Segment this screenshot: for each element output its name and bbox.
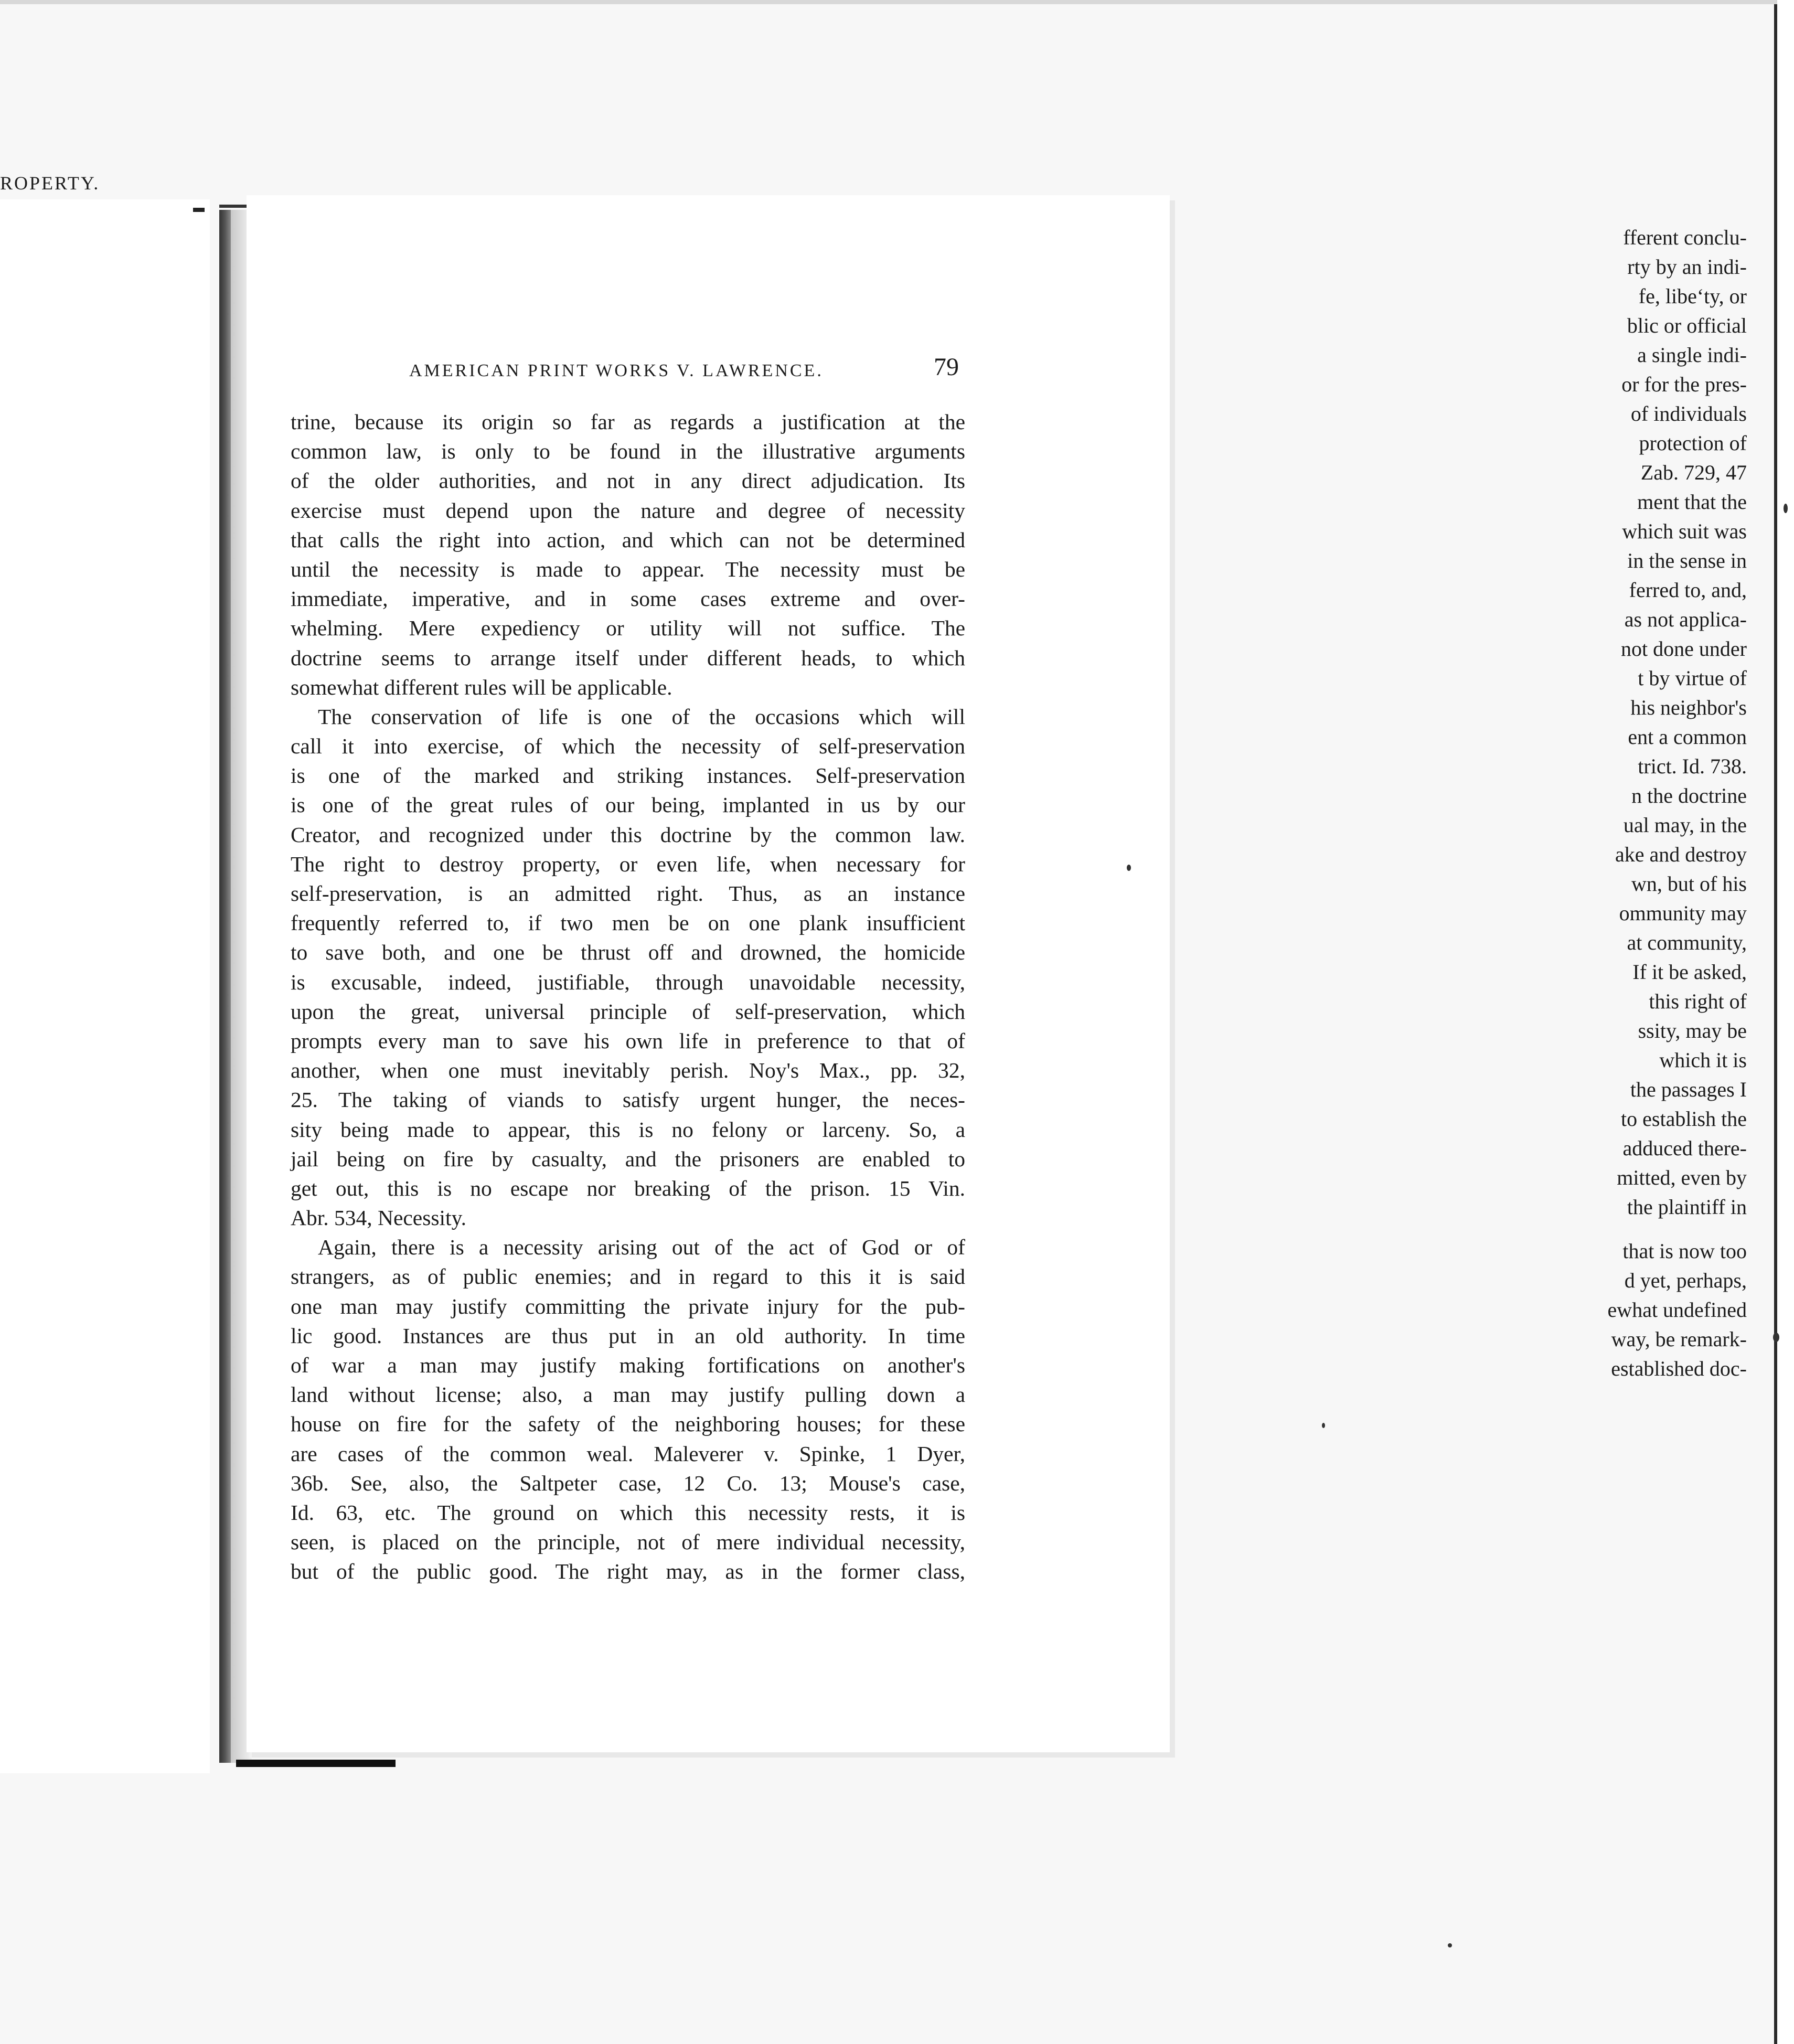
body-text-line: that calls the right into action, and which can not be determined [291, 527, 965, 552]
left-text-line: rty by an indi- [1627, 255, 1747, 279]
body-text-line: sity being made to appear, this is no felony or larceny. So, a [291, 1117, 965, 1142]
left-text-line: ssity, may be [1638, 1019, 1747, 1042]
left-page-running-head: ROPERTY. [0, 173, 100, 194]
page-number: 79 [934, 353, 959, 381]
left-page-text [1432, 223, 1747, 1383]
body-text-line: trine, because its origin so far as regards a justification at the [291, 410, 965, 434]
left-text-line: as not applica- [1624, 608, 1747, 631]
left-text-line: at community, [1627, 931, 1747, 954]
left-text-line: ual may, in the [1623, 813, 1747, 837]
left-text-line: this right of [1649, 989, 1747, 1013]
left-text-line: in the sense in [1627, 549, 1747, 572]
body-text-line: strangers, as of public enemies; and in regard to this it is said [291, 1264, 965, 1289]
body-text-line: somewhat different rules will be applicable. [291, 675, 672, 699]
left-text-line: way, be remark- [1611, 1327, 1747, 1351]
left-text-line: not done under [1621, 637, 1747, 661]
left-text-line: adduced there- [1622, 1136, 1747, 1160]
left-text-line: ake and destroy [1615, 843, 1747, 866]
left-text-line: t by virtue of [1638, 666, 1747, 690]
spine-bottom-bar [236, 1760, 396, 1767]
body-text-line: immediate, imperative, and in some cases extreme and over- [291, 587, 965, 611]
body-text-line: doctrine seems to arrange itself under different heads, to which [291, 645, 965, 670]
body-text-line: 36b. See, also, the Saltpeter case, 12 Co. 13; Mouse's case, [291, 1471, 965, 1495]
left-text-line: the passages I [1630, 1078, 1747, 1101]
body-text-line: frequently referred to, if two men be on one plank insufficient [291, 911, 965, 935]
left-page [0, 199, 210, 1773]
left-text-line: ewhat undefined [1607, 1298, 1747, 1322]
body-text-line: upon the great, universal principle of self-preservation, which [291, 999, 965, 1024]
left-text-line: ent a common [1628, 725, 1747, 749]
body-text-line: Abr. 534, Necessity. [291, 1206, 467, 1230]
body-text-line: exercise must depend upon the nature and degree of necessity [291, 498, 965, 523]
left-text-line: blic or official [1627, 314, 1747, 337]
body-text-line: jail being on fire by casualty, and the prisoners are enabled to [291, 1146, 965, 1171]
body-text-line: The right to destroy property, or even life, when necessary for [291, 851, 965, 876]
left-text-line: of individuals [1630, 402, 1747, 425]
body-text-line: of the older authorities, and not in any direct adjudication. Its [291, 469, 965, 493]
left-text-line: to establish the [1621, 1107, 1747, 1131]
body-text-line: of war a man may justify making fortifications on another's [291, 1353, 965, 1377]
left-text-line: established doc- [1611, 1357, 1747, 1380]
book-spine [219, 210, 231, 1763]
speck [1127, 865, 1131, 871]
body-text-line: Creator, and recognized under this doctrine by the common law. [291, 822, 965, 847]
left-text-line: fferent conclu- [1623, 226, 1747, 249]
left-text-line: If it be asked, [1632, 960, 1747, 984]
left-text-line: ment that the [1637, 490, 1747, 514]
page-body-text [291, 407, 965, 1587]
left-text-line: that is now too [1622, 1239, 1747, 1263]
body-text-line: is one of the marked and striking instances. Self-preservation [291, 763, 965, 788]
speck [1322, 1423, 1325, 1428]
left-text-line: trict. Id. 738. [1638, 754, 1747, 778]
body-text-line: to save both, and one be thrust off and drowned, the homicide [291, 940, 965, 965]
body-text-line: self-preservation, is an admitted right. Thus, as an instance [291, 881, 965, 906]
left-text-line: his neighbor's [1630, 696, 1747, 719]
body-text-line: house on fire for the safety of the neighboring houses; for these [291, 1412, 965, 1436]
left-text-line: fe, libe‘ty, or [1638, 284, 1747, 308]
left-text-line: wn, but of his [1631, 872, 1747, 896]
body-text-line: are cases of the common weal. Maleverer v. Spinke, 1 Dyer, [291, 1441, 965, 1466]
body-text-line: seen, is placed on the principle, not of mere individual necessity, [291, 1530, 965, 1555]
left-text-line: d yet, perhaps, [1624, 1269, 1747, 1292]
body-text-line: whelming. Mere expediency or utility will not suffice. The [291, 616, 965, 641]
left-text-line: ferred to, and, [1629, 578, 1747, 602]
left-text-line: a single indi- [1637, 343, 1747, 367]
body-text-line: is one of the great rules of our being, implanted in us by our [291, 793, 965, 817]
body-text-line: another, when one must inevitably perish. Noy's Max., pp. 32, [291, 1058, 965, 1083]
body-text-line: prompts every man to save his own life in preference to that of [291, 1028, 965, 1053]
left-text-line: mitted, even by [1617, 1166, 1747, 1189]
body-text-line: get out, this is no escape nor breaking of the prison. 15 Vin. [291, 1176, 965, 1200]
speck [1773, 1333, 1779, 1342]
body-text-line: is excusable, indeed, justifiable, through unavoidable necessity, [291, 970, 965, 994]
left-text-line: which it is [1659, 1048, 1747, 1072]
left-text-line: protection of [1639, 431, 1747, 455]
spine-tick-mark [193, 208, 205, 212]
body-text-line: until the necessity is made to appear. The necessity must be [291, 557, 965, 581]
left-text-line: the plaintiff in [1627, 1195, 1747, 1219]
left-text-line: which suit was [1622, 519, 1747, 543]
body-text-line: The conservation of life is one of the occasions which will [318, 704, 965, 729]
running-head: AMERICAN PRINT WORKS V. LAWRENCE. [409, 361, 824, 380]
body-text-line: call it into exercise, of which the necessity of self-preservation [291, 734, 965, 759]
body-text-line: land without license; also, a man may justify pulling down a [291, 1382, 965, 1407]
body-text-line: Id. 63, etc. The ground on which this necessity rests, it is [291, 1500, 965, 1525]
body-text-line: one man may justify committing the private injury for the pub- [291, 1294, 965, 1318]
body-text-line: 25. The taking of viands to satisfy urgent hunger, the neces- [291, 1088, 965, 1112]
body-text-line: common law, is only to be found in the illustrative arguments [291, 439, 965, 464]
body-text-line: but of the public good. The right may, as in the former class, [291, 1559, 965, 1584]
left-text-line: Zab. 729, 47 [1640, 461, 1747, 484]
left-text-line: n the doctrine [1631, 784, 1747, 807]
body-text-line: lic good. Instances are thus put in an old authority. In time [291, 1323, 965, 1348]
scan-top-edge [0, 0, 1777, 4]
speck [1448, 1943, 1452, 1947]
left-text-line: ommunity may [1619, 901, 1747, 925]
speck [1784, 504, 1788, 513]
left-text-line: or for the pres- [1621, 372, 1747, 396]
body-text-line: Again, there is a necessity arising out of the act of God or of [318, 1235, 965, 1260]
